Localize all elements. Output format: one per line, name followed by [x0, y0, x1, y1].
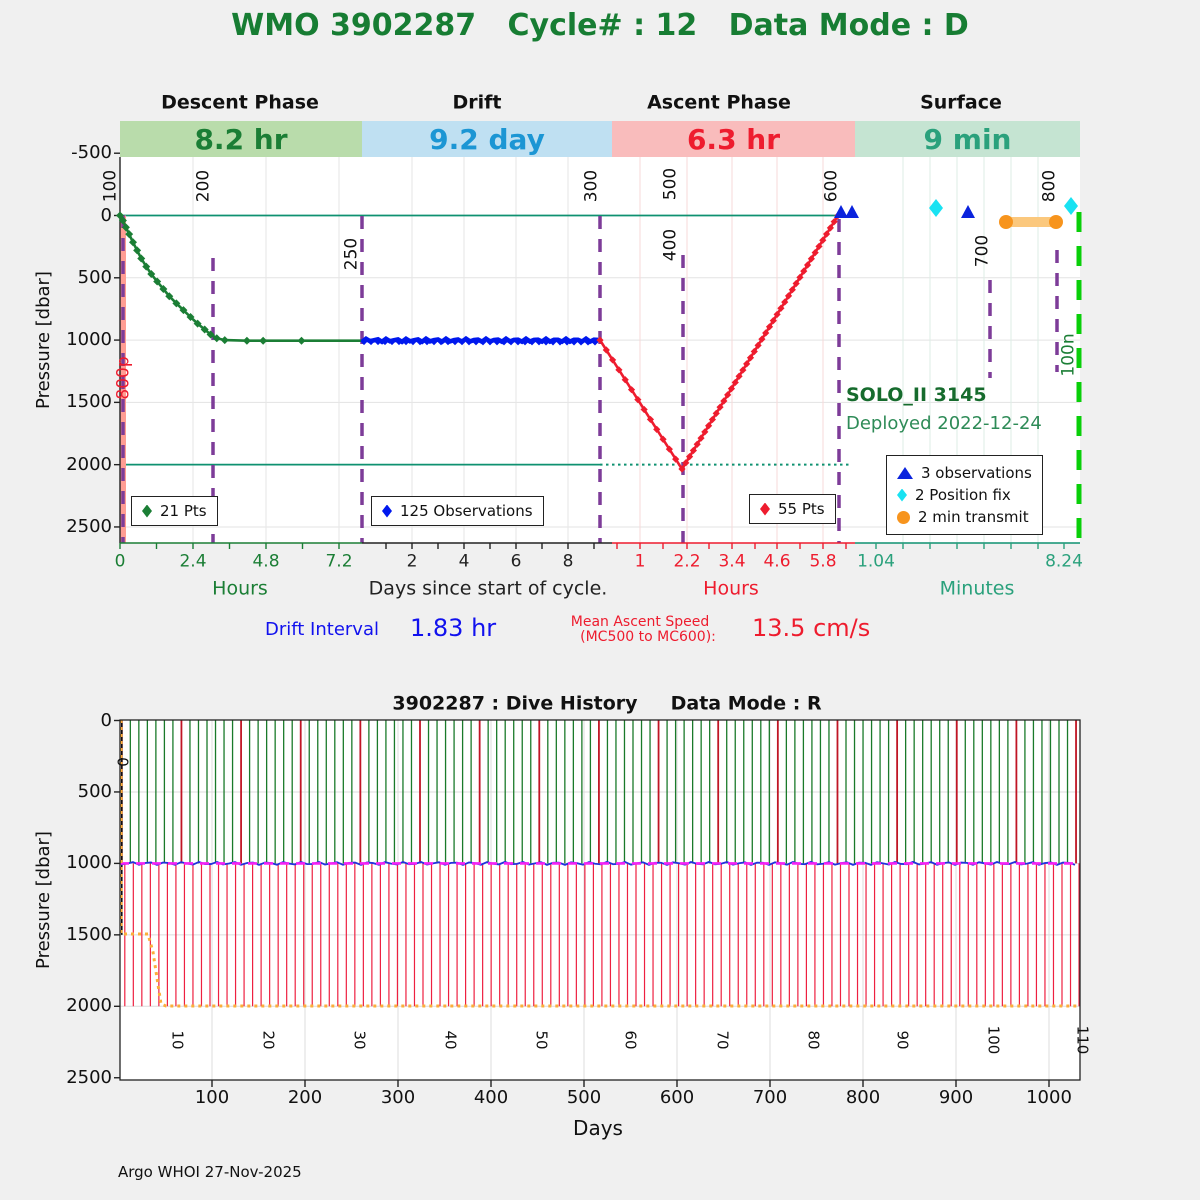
- footer-credit: Argo WHOI 27-Nov-2025: [118, 1163, 302, 1181]
- top-xtick-label: 8: [562, 551, 574, 572]
- triangle-icon: [897, 467, 913, 479]
- cycle-number-label: 60: [621, 1030, 640, 1050]
- bottom-plot-area: [120, 720, 1080, 1080]
- bottom-xtick-label: 1000: [1026, 1087, 1072, 1108]
- bottom-xtick-label: 400: [473, 1087, 509, 1108]
- diamond-icon: [382, 505, 392, 518]
- ascent-speed-label-line1: Mean Ascent Speed: [570, 614, 710, 630]
- phase-header: Surface: [920, 91, 1002, 114]
- cycle-number-label: 30: [350, 1030, 369, 1050]
- mc-label: 800p: [113, 356, 134, 400]
- legend-label: 21 Pts: [160, 502, 207, 520]
- phase-duration-value: 8.2 hr: [194, 122, 288, 156]
- bottom-ytick-label: 2500: [66, 1066, 112, 1088]
- top-ytick-label: 0: [100, 204, 112, 226]
- phase-duration-band: [362, 121, 612, 157]
- bottom-plot-title: 3902287 : Dive History Data Mode : R: [392, 692, 822, 715]
- ascent-speed-label-line2: (MC500 to MC600):: [580, 629, 716, 645]
- phase-header: Drift: [452, 91, 502, 114]
- legend-label: 55 Pts: [778, 500, 825, 518]
- transmit-end-marker: [1049, 215, 1063, 229]
- bottom-xtick-label: 200: [287, 1087, 323, 1108]
- mc-label: 100: [100, 169, 121, 203]
- top-xtick-label: 2: [406, 551, 418, 572]
- cycle-number-label: 110: [1073, 1025, 1092, 1055]
- cycle-number-label: 40: [441, 1030, 460, 1050]
- mc-label: 500: [660, 167, 681, 201]
- top-xaxis-name: Hours: [212, 577, 268, 600]
- legend-row: [897, 462, 1032, 484]
- bottom-xtick-label: 500: [566, 1087, 602, 1108]
- cycle-number-label: 90: [893, 1030, 912, 1050]
- mc-label: 300: [581, 169, 602, 203]
- drift-interval-label: Drift Interval: [265, 619, 379, 640]
- float-model-label: SOLO_II 3145: [846, 384, 987, 406]
- top-xtick-label: 0: [114, 551, 126, 572]
- phase-duration-value: 9 min: [923, 122, 1012, 156]
- phase-header: Ascent Phase: [647, 91, 791, 114]
- diamond-icon: [142, 505, 152, 518]
- bottom-xtick-label: 100: [194, 1087, 230, 1108]
- top-xtick-label: 3.4: [718, 551, 746, 572]
- top-ytick-label: 2000: [66, 453, 112, 475]
- bottom-ytick-label: 2000: [66, 995, 112, 1017]
- top-xtick-label: 1: [634, 551, 646, 572]
- top-xtick-label: 1.04: [857, 551, 895, 572]
- legend-label: 2 Position fix: [915, 486, 1011, 504]
- mc-label: 800: [1039, 169, 1060, 203]
- top-ytick-label: 2500: [66, 515, 112, 537]
- circle-icon: [897, 511, 910, 524]
- mc-label: 100n: [1058, 333, 1079, 377]
- mc-label: 250: [341, 237, 362, 271]
- phase-duration-band: [612, 121, 855, 157]
- ascent-speed-value: 13.5 cm/s: [752, 614, 871, 642]
- diamond-icon: [760, 503, 770, 516]
- cycle-number-label: 70: [713, 1030, 732, 1050]
- phase-duration-value: 9.2 day: [429, 122, 545, 156]
- mc-label: 600: [821, 169, 842, 203]
- top-y-axis-label: Pressure [dbar]: [33, 271, 54, 409]
- legend-row: [897, 484, 1032, 506]
- top-xtick-label: 4.8: [252, 551, 280, 572]
- count-legend: [749, 494, 836, 524]
- bottom-ytick-label: 1500: [66, 923, 112, 945]
- drift-interval-value: 1.83 hr: [410, 614, 497, 642]
- diamond-icon: [897, 489, 907, 502]
- bottom-xtick-label: 800: [845, 1087, 881, 1108]
- bottom-ytick-label: 1000: [66, 852, 112, 874]
- top-xtick-label: 5.8: [809, 551, 837, 572]
- phase-duration-value: 6.3 hr: [686, 122, 781, 156]
- cycle-number-label: 80: [804, 1030, 823, 1050]
- top-xtick-label: 4: [458, 551, 470, 572]
- bottom-zero-cycle-label: 0: [114, 757, 133, 767]
- top-xaxis-name: Hours: [703, 577, 759, 600]
- bottom-xtick-label: 700: [752, 1087, 788, 1108]
- top-ytick-label: 1000: [66, 329, 112, 351]
- top-xtick-label: 4.6: [763, 551, 791, 572]
- phase-duration-band: [120, 121, 362, 157]
- count-legend: [131, 496, 218, 526]
- mc-label: 400: [660, 228, 681, 262]
- bottom-y-axis-label: Pressure [dbar]: [33, 831, 54, 969]
- legend-label: 3 observations: [921, 464, 1032, 482]
- legend-label: 125 Observations: [400, 502, 533, 520]
- count-legend: [371, 496, 544, 526]
- top-ytick-label: 500: [77, 266, 112, 288]
- top-xaxis-name: Days since start of cycle.: [368, 577, 608, 600]
- transmit-start-marker: [999, 215, 1013, 229]
- phase-duration-band: [855, 121, 1080, 157]
- figure-title: WMO 3902287 Cycle# : 12 Data Mode : D: [231, 8, 969, 43]
- top-xtick-label: 8.24: [1045, 551, 1083, 572]
- top-xaxis-name: Minutes: [939, 577, 1015, 600]
- bottom-ytick-label: 500: [77, 780, 112, 802]
- phase-header: Descent Phase: [161, 91, 319, 114]
- top-xtick-label: 2.2: [673, 551, 701, 572]
- top-ytick-label: -500: [71, 142, 112, 164]
- cycle-number-label: 20: [259, 1030, 278, 1050]
- bottom-x-axis-label: Days: [573, 1116, 623, 1140]
- cycle-number-label: 10: [168, 1030, 187, 1050]
- mc-label: 200: [193, 169, 214, 203]
- bottom-xtick-label: 900: [938, 1087, 974, 1108]
- bottom-xtick-label: 600: [659, 1087, 695, 1108]
- cycle-number-label: 50: [532, 1030, 551, 1050]
- bottom-ytick-label: 0: [100, 709, 112, 731]
- top-xtick-label: 2.4: [179, 551, 207, 572]
- bottom-xtick-label: 300: [380, 1087, 416, 1108]
- cycle-number-label: 100: [984, 1025, 1003, 1055]
- surface-events-legend: [886, 455, 1043, 535]
- top-xtick-label: 6: [510, 551, 522, 572]
- legend-row: [897, 506, 1032, 528]
- deployed-date-label: Deployed 2022-12-24: [846, 413, 1042, 434]
- mc-label: 700: [972, 234, 993, 268]
- legend-label: 2 min transmit: [918, 508, 1029, 526]
- top-xtick-label: 7.2: [325, 551, 353, 572]
- top-ytick-label: 1500: [66, 391, 112, 413]
